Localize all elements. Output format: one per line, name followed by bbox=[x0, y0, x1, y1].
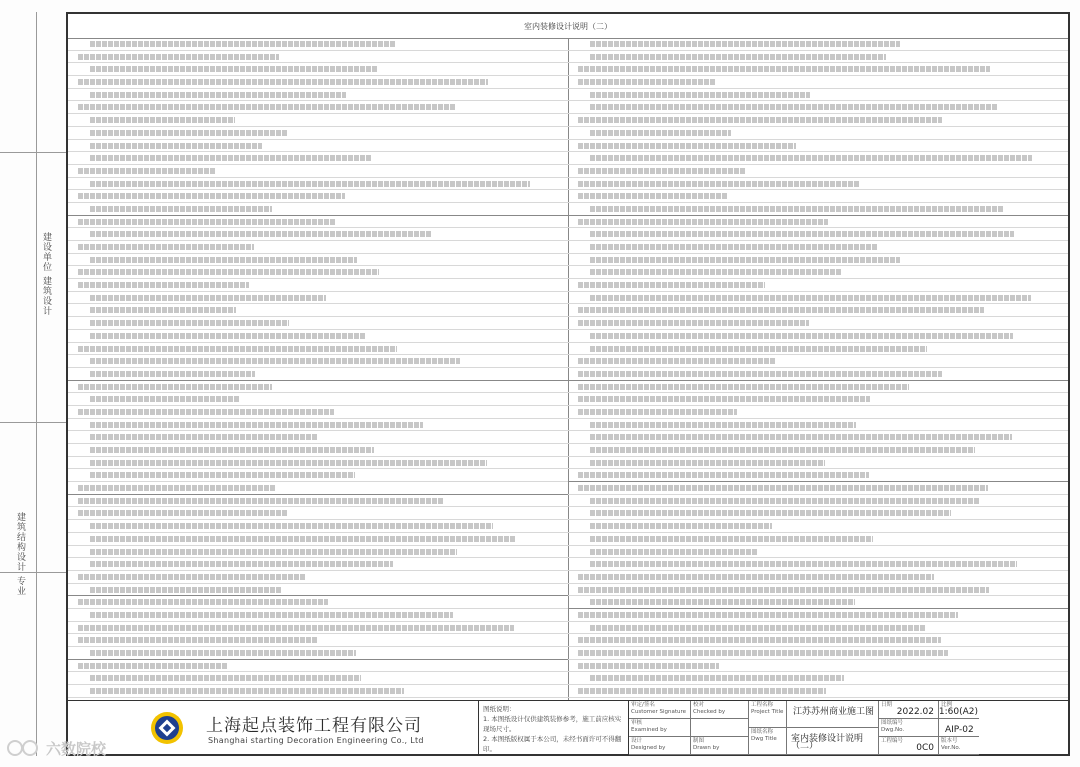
illegible-text-line bbox=[78, 346, 397, 352]
illegible-text-line bbox=[590, 422, 856, 428]
illegible-text-line bbox=[578, 663, 719, 669]
spec-text-row bbox=[568, 178, 1068, 191]
spec-text-row bbox=[568, 114, 1068, 127]
spec-text-row bbox=[568, 165, 1068, 178]
illegible-text-line bbox=[78, 599, 328, 605]
spec-text-row bbox=[568, 63, 1068, 76]
spec-text-row bbox=[68, 596, 568, 609]
illegible-text-line bbox=[590, 625, 925, 631]
illegible-text-line bbox=[590, 561, 1017, 567]
illegible-text-line bbox=[590, 549, 758, 555]
spec-text-row bbox=[568, 444, 1068, 457]
illegible-text-line bbox=[78, 79, 488, 85]
spec-text-row bbox=[68, 178, 568, 191]
illegible-text-line bbox=[590, 510, 951, 516]
illegible-text-line bbox=[590, 536, 873, 542]
spec-text-row bbox=[68, 292, 568, 305]
spec-text-row bbox=[568, 279, 1068, 292]
illegible-text-line bbox=[590, 434, 1012, 440]
dwg-no-value-cell bbox=[939, 719, 979, 737]
illegible-text-line bbox=[90, 66, 377, 72]
illegible-text-line bbox=[578, 219, 828, 225]
sheet-title: 室内装修设计说明（二） bbox=[68, 14, 1068, 39]
illegible-text-line bbox=[578, 612, 958, 618]
spec-text-row bbox=[568, 634, 1068, 647]
illegible-text-line bbox=[590, 104, 998, 110]
watermark-text: 六数院校 bbox=[46, 739, 107, 758]
date-cell: 日期 2022.02 bbox=[879, 701, 939, 719]
illegible-text-line bbox=[590, 257, 900, 263]
illegible-text-line bbox=[578, 409, 737, 415]
spec-text-row bbox=[568, 685, 1068, 698]
spec-text-row bbox=[568, 647, 1068, 660]
illegible-text-line bbox=[90, 612, 453, 618]
spec-text-row bbox=[568, 622, 1068, 635]
spec-text-row bbox=[68, 495, 568, 508]
spec-text-row bbox=[68, 558, 568, 571]
spec-text-row bbox=[68, 469, 568, 482]
spec-text-row bbox=[568, 660, 1068, 673]
spec-text-row bbox=[68, 609, 568, 622]
dwg-title-label: 图纸名称 Dwg Title bbox=[749, 728, 787, 755]
spec-text-row bbox=[68, 482, 568, 495]
spec-text-row bbox=[68, 393, 568, 406]
illegible-text-line bbox=[78, 193, 345, 199]
blank-cell bbox=[691, 719, 749, 737]
spec-text-row bbox=[68, 304, 568, 317]
margin-line bbox=[36, 12, 37, 756]
notes-line-1: 1. 本图纸设计仅供建筑装修参考，施工前应核实现场尺寸。 bbox=[483, 715, 622, 733]
illegible-text-line bbox=[590, 447, 975, 453]
spec-text-row bbox=[68, 685, 568, 698]
illegible-text-line bbox=[578, 282, 765, 288]
spec-text-row bbox=[568, 520, 1068, 533]
illegible-text-line bbox=[78, 244, 254, 250]
spec-text-row bbox=[568, 51, 1068, 64]
spec-text-row bbox=[68, 571, 568, 584]
illegible-text-line bbox=[90, 396, 240, 402]
illegible-text-line bbox=[90, 447, 374, 453]
spec-text-row bbox=[568, 469, 1068, 482]
illegible-text-line bbox=[590, 523, 772, 529]
spec-text-row bbox=[68, 533, 568, 546]
illegible-text-line bbox=[90, 41, 395, 47]
illegible-text-line bbox=[578, 472, 869, 478]
notes-heading: 图纸说明： bbox=[483, 705, 516, 713]
watermark-logo-icon bbox=[6, 737, 40, 759]
spec-text-row bbox=[568, 482, 1068, 495]
illegible-text-line bbox=[90, 295, 326, 301]
illegible-text-line bbox=[590, 206, 1003, 212]
illegible-text-line bbox=[90, 320, 289, 326]
spec-text-row bbox=[68, 406, 568, 419]
spec-text-row bbox=[568, 304, 1068, 317]
spec-text-row bbox=[68, 254, 568, 267]
dwg-title-value-cell bbox=[787, 728, 879, 755]
spec-text-row bbox=[568, 584, 1068, 597]
spec-text-row bbox=[568, 38, 1068, 51]
illegible-text-line bbox=[578, 307, 984, 313]
project-title-value-cell bbox=[787, 701, 879, 728]
spec-text-row bbox=[568, 672, 1068, 685]
illegible-text-line bbox=[590, 460, 825, 466]
spec-text-row bbox=[568, 406, 1068, 419]
illegible-text-line bbox=[78, 269, 379, 275]
margin-label-upper: 建设单位 建筑设计 bbox=[41, 232, 51, 316]
dwg-title-value: 室内装修设计说明（二） bbox=[791, 734, 864, 751]
title-block bbox=[68, 700, 1068, 755]
spec-text-row bbox=[568, 546, 1068, 559]
illegible-text-line bbox=[590, 54, 886, 60]
illegible-text-line bbox=[78, 104, 456, 110]
notes-line-2: 2. 本图纸版权属于本公司，未经书面许可不得翻印。 bbox=[483, 735, 622, 753]
illegible-text-line bbox=[90, 231, 432, 237]
illegible-text-line bbox=[578, 587, 989, 593]
spec-text-row bbox=[68, 343, 568, 356]
spec-text-row bbox=[68, 76, 568, 89]
spec-text-row bbox=[68, 266, 568, 279]
illegible-text-line bbox=[78, 282, 249, 288]
scale-value: 1:60(A2) bbox=[939, 707, 978, 717]
project-no-value: 0C0 bbox=[916, 743, 934, 753]
spec-text-row bbox=[568, 152, 1068, 165]
spec-text-row bbox=[68, 216, 568, 229]
spec-text-row bbox=[568, 76, 1068, 89]
date-value: 2022.02 bbox=[896, 707, 934, 717]
spec-text-row bbox=[68, 672, 568, 685]
spec-text-row bbox=[568, 228, 1068, 241]
spec-text-row bbox=[68, 63, 568, 76]
spec-text-row bbox=[68, 457, 568, 470]
project-title-label: 工程名称 Project Title bbox=[749, 701, 787, 728]
spec-text-row bbox=[568, 419, 1068, 432]
illegible-text-line bbox=[578, 320, 809, 326]
illegible-text-line bbox=[90, 143, 262, 149]
illegible-text-line bbox=[90, 130, 288, 136]
spec-text-row bbox=[568, 343, 1068, 356]
spec-text-row bbox=[568, 101, 1068, 114]
illegible-text-line bbox=[90, 523, 493, 529]
illegible-text-line bbox=[578, 358, 776, 364]
spec-text-row bbox=[68, 507, 568, 520]
illegible-text-line bbox=[78, 485, 276, 491]
illegible-text-line bbox=[90, 688, 404, 694]
spec-text-row bbox=[68, 381, 568, 394]
illegible-text-line bbox=[578, 66, 990, 72]
spec-text-row bbox=[568, 609, 1068, 622]
spec-text-row bbox=[568, 317, 1068, 330]
illegible-text-line bbox=[90, 371, 255, 377]
spec-text-row bbox=[68, 89, 568, 102]
spec-text-row bbox=[568, 368, 1068, 381]
spec-text-row bbox=[568, 393, 1068, 406]
spec-text-row bbox=[568, 507, 1068, 520]
illegible-text-line bbox=[90, 422, 423, 428]
approved-cell: 审定/签名 Customer Signature bbox=[629, 701, 691, 719]
illegible-text-line bbox=[590, 92, 810, 98]
illegible-text-line bbox=[590, 333, 1013, 339]
drawing-notes bbox=[479, 701, 629, 755]
spec-text-row bbox=[568, 381, 1068, 394]
spec-text-row bbox=[68, 520, 568, 533]
reviewed-cell: 审核 Examined by bbox=[629, 719, 691, 737]
spec-text-row bbox=[68, 228, 568, 241]
illegible-text-line bbox=[90, 257, 357, 263]
spec-text-row bbox=[568, 203, 1068, 216]
illegible-text-line bbox=[590, 346, 927, 352]
spec-text-row bbox=[568, 558, 1068, 571]
illegible-text-line bbox=[90, 472, 355, 478]
scale-cell: 比例 1:60(A2) bbox=[939, 702, 978, 717]
company-logo-icon bbox=[150, 711, 184, 745]
spec-text-row bbox=[68, 355, 568, 368]
spec-text-row bbox=[68, 431, 568, 444]
spec-text-row bbox=[68, 165, 568, 178]
spec-text-row bbox=[68, 101, 568, 114]
spec-text-row bbox=[568, 127, 1068, 140]
illegible-text-line bbox=[590, 41, 900, 47]
spec-text-row bbox=[568, 457, 1068, 470]
spec-text-row bbox=[68, 241, 568, 254]
illegible-text-line bbox=[590, 130, 731, 136]
spec-text-row bbox=[568, 330, 1068, 343]
company-panel bbox=[68, 701, 479, 755]
illegible-text-line bbox=[578, 143, 796, 149]
binding-margin bbox=[0, 12, 66, 756]
illegible-text-line bbox=[590, 231, 1014, 237]
spec-text-row bbox=[68, 584, 568, 597]
illegible-text-line bbox=[78, 498, 443, 504]
spec-text-row bbox=[568, 241, 1068, 254]
margin-divider bbox=[0, 422, 66, 423]
illegible-text-line bbox=[578, 485, 988, 491]
illegible-text-line bbox=[90, 333, 365, 339]
illegible-text-line bbox=[578, 168, 746, 174]
illegible-text-line bbox=[578, 79, 715, 85]
spec-text-row bbox=[568, 355, 1068, 368]
margin-label-lower: 建筑结构设计 专业 bbox=[15, 512, 25, 596]
illegible-text-line bbox=[90, 434, 317, 440]
spec-text-row bbox=[568, 431, 1068, 444]
spec-text-row bbox=[68, 444, 568, 457]
spec-text-row bbox=[68, 140, 568, 153]
version-cell: 版本号 Ver.No. bbox=[939, 737, 979, 755]
illegible-text-line bbox=[78, 384, 272, 390]
illegible-text-line bbox=[78, 663, 228, 669]
illegible-text-line bbox=[90, 675, 361, 681]
illegible-text-line bbox=[78, 168, 215, 174]
dwg-no-value: AIP-02 bbox=[945, 725, 974, 735]
illegible-text-line bbox=[78, 574, 305, 580]
project-title-value: 江苏苏州商业施工图 bbox=[793, 707, 875, 717]
spec-text-row bbox=[68, 152, 568, 165]
illegible-text-line bbox=[578, 117, 942, 123]
spec-text-row bbox=[568, 266, 1068, 279]
spec-text-row bbox=[68, 622, 568, 635]
spec-column-right bbox=[568, 38, 1068, 700]
spec-text-row bbox=[68, 330, 568, 343]
spec-text-row bbox=[568, 596, 1068, 609]
illegible-text-line bbox=[90, 549, 457, 555]
illegible-text-line bbox=[590, 675, 844, 681]
drawn-cell: 制图 Drawn by bbox=[691, 737, 749, 755]
spec-text-row bbox=[68, 190, 568, 203]
company-name: 上海起点装饰工程有限公司 bbox=[206, 716, 422, 736]
spec-text-row bbox=[68, 127, 568, 140]
margin-divider bbox=[0, 572, 66, 573]
illegible-text-line bbox=[90, 587, 281, 593]
illegible-text-line bbox=[578, 384, 909, 390]
spec-text-row bbox=[568, 140, 1068, 153]
spec-text-row bbox=[68, 634, 568, 647]
spec-column-left bbox=[68, 38, 569, 700]
spec-text-row bbox=[568, 533, 1068, 546]
spec-text-row bbox=[68, 38, 568, 51]
illegible-text-line bbox=[90, 460, 487, 466]
illegible-text-line bbox=[78, 625, 514, 631]
designed-cell: 设计 Designed by bbox=[629, 737, 691, 755]
spec-text-row bbox=[68, 317, 568, 330]
spec-text-row bbox=[68, 368, 568, 381]
illegible-text-line bbox=[590, 155, 1032, 161]
illegible-text-line bbox=[590, 498, 980, 504]
illegible-text-line bbox=[90, 206, 272, 212]
drawing-frame bbox=[66, 12, 1070, 756]
spec-text-row bbox=[68, 546, 568, 559]
illegible-text-line bbox=[90, 650, 356, 656]
spec-text-row bbox=[68, 279, 568, 292]
spec-text-row bbox=[68, 647, 568, 660]
illegible-text-line bbox=[578, 181, 859, 187]
illegible-text-line bbox=[90, 92, 346, 98]
spec-text-row bbox=[568, 254, 1068, 267]
illegible-text-line bbox=[78, 54, 279, 60]
illegible-text-line bbox=[78, 510, 287, 516]
illegible-text-line bbox=[578, 650, 948, 656]
spec-text-row bbox=[68, 419, 568, 432]
illegible-text-line bbox=[590, 269, 841, 275]
dwg-no-cell: 图纸编号 Dwg.No. bbox=[879, 719, 939, 737]
illegible-text-line bbox=[578, 574, 934, 580]
illegible-text-line bbox=[90, 181, 530, 187]
illegible-text-line bbox=[78, 409, 334, 415]
watermark bbox=[6, 733, 106, 763]
illegible-text-line bbox=[90, 358, 460, 364]
illegible-text-line bbox=[578, 371, 942, 377]
illegible-text-line bbox=[78, 219, 336, 225]
illegible-text-line bbox=[590, 295, 1031, 301]
illegible-text-line bbox=[90, 307, 236, 313]
illegible-text-line bbox=[90, 117, 235, 123]
illegible-text-line bbox=[578, 396, 870, 402]
illegible-text-line bbox=[590, 244, 878, 250]
illegible-text-line bbox=[90, 155, 371, 161]
spec-text-row bbox=[68, 114, 568, 127]
spec-text-row bbox=[568, 216, 1068, 229]
checked-cell: 校对 Checked by bbox=[691, 701, 749, 719]
illegible-text-line bbox=[578, 688, 826, 694]
illegible-text-line bbox=[578, 637, 941, 643]
company-name-en: Shanghai starting Decoration Engineering Co., Ltd bbox=[208, 736, 424, 745]
spec-text-row bbox=[568, 89, 1068, 102]
spec-text-row bbox=[568, 292, 1068, 305]
spec-text-row bbox=[568, 571, 1068, 584]
spec-text-row bbox=[68, 51, 568, 64]
illegible-text-line bbox=[78, 637, 317, 643]
title-block-grid bbox=[629, 701, 1068, 755]
spec-text-row bbox=[68, 203, 568, 216]
project-no-cell: 工程编号 0C0 bbox=[879, 737, 939, 755]
spec-text-row bbox=[68, 660, 568, 673]
spec-text-row bbox=[568, 190, 1068, 203]
illegible-text-line bbox=[90, 561, 393, 567]
illegible-text-line bbox=[90, 536, 516, 542]
illegible-text-line bbox=[578, 193, 727, 199]
illegible-text-line bbox=[590, 599, 855, 605]
spec-text-row bbox=[568, 495, 1068, 508]
margin-divider bbox=[0, 152, 66, 153]
